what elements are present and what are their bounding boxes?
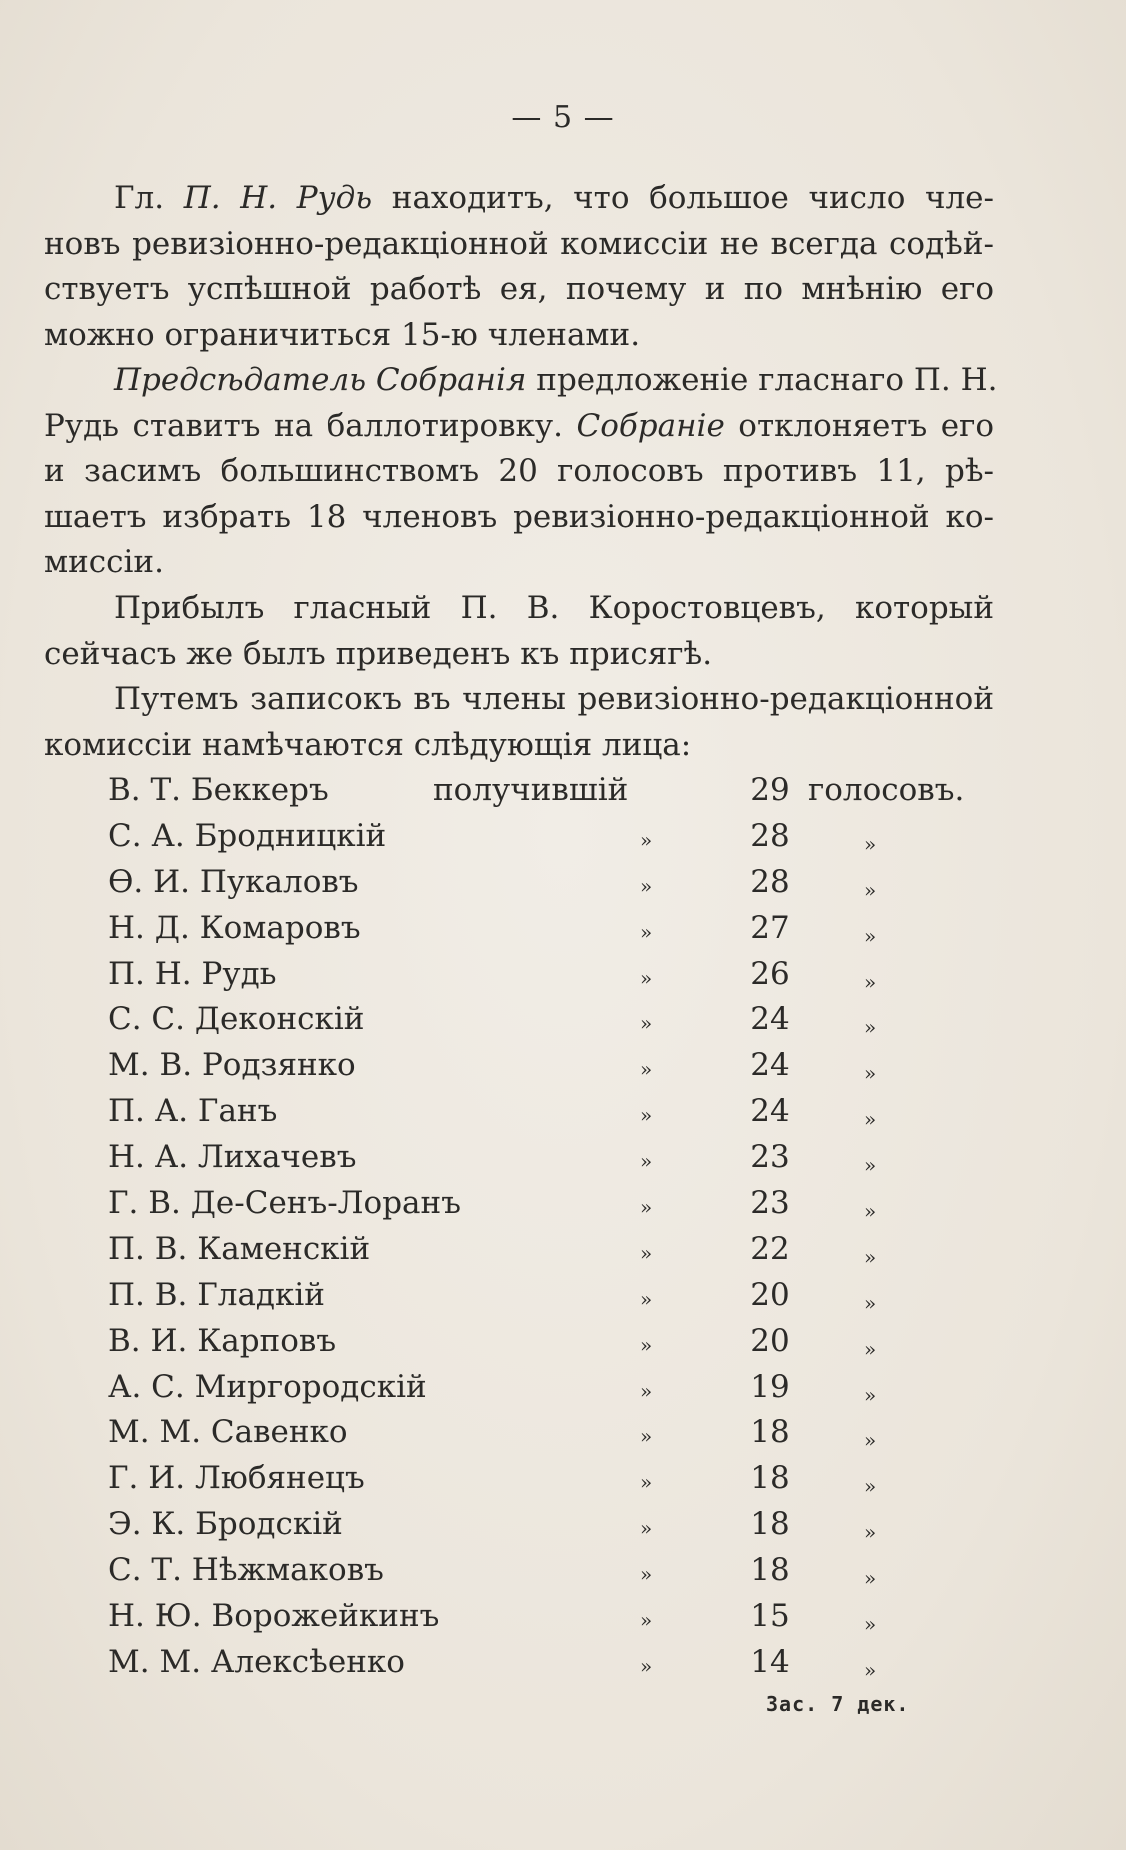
- ditto-mark: »: [640, 965, 653, 990]
- candidate-name: В. И. Карповъ: [108, 1322, 337, 1359]
- vote-count: 18: [750, 1552, 790, 1589]
- speaker-name: П. Н. Рудь: [183, 180, 373, 216]
- text-line: Путемъ записокъ въ члены ревизіонно-редакціонной: [114, 681, 994, 717]
- candidate-name: С. Т. Нѣжмаковъ: [108, 1552, 384, 1589]
- candidate-name: Ѳ. И. Пукаловъ: [108, 863, 359, 900]
- text-line: Прибылъ гласный П. В. Коростовцевъ, который: [114, 590, 994, 626]
- candidate-name: П. В. Каменскій: [108, 1230, 371, 1267]
- text-line: Гл. П. Н. Рудь находитъ, что большое число чле-: [114, 180, 994, 216]
- paragraph-1: [44, 176, 994, 358]
- candidate-name: Н. Ю. Ворожейкинъ: [108, 1598, 440, 1635]
- text-line: ствуетъ успѣшной работѣ ея, почему и по мнѣнію его: [44, 271, 994, 307]
- ditto-mark: »: [640, 1195, 653, 1220]
- list-item: [108, 1365, 978, 1411]
- candidate-name: С. С. Деконскій: [108, 1001, 365, 1038]
- assembly-word: Собраніе: [576, 407, 725, 444]
- text-line: шаетъ избрать 18 членовъ ревизіонно-редакціонной ко-: [44, 498, 994, 535]
- candidate-name: А. С. Миргородскій: [108, 1368, 427, 1405]
- ditto-mark: »: [640, 1608, 653, 1633]
- vote-count: 28: [750, 817, 790, 854]
- list-item: [108, 1456, 978, 1502]
- candidate-vote-list: [108, 768, 978, 1686]
- vote-count: 18: [750, 1460, 790, 1497]
- vote-count: 14: [750, 1643, 790, 1680]
- vote-count: 28: [750, 863, 790, 900]
- ditto-mark: »: [864, 831, 877, 856]
- ditto-mark: »: [864, 1382, 877, 1407]
- list-item: [108, 906, 978, 952]
- candidate-name: Н. Д. Комаровъ: [108, 909, 361, 946]
- vote-count: 29: [750, 772, 790, 808]
- candidate-name: П. В. Гладкій: [108, 1276, 325, 1313]
- list-item: [108, 1548, 978, 1594]
- vote-count: 24: [750, 1047, 790, 1084]
- ditto-mark: »: [640, 1516, 653, 1541]
- paragraph-4: [44, 677, 994, 768]
- ditto-mark: »: [864, 1244, 877, 1269]
- list-item: [108, 768, 978, 814]
- ditto-mark: »: [640, 1240, 653, 1265]
- received-word: получившій: [433, 772, 629, 808]
- ditto-mark: »: [640, 827, 653, 852]
- vote-count: 18: [750, 1506, 790, 1543]
- text-line: и засимъ большинствомъ 20 голосовъ противъ 11, рѣ-: [44, 453, 994, 489]
- vote-count: 27: [750, 909, 790, 946]
- candidate-name: П. А. Ганъ: [108, 1093, 278, 1130]
- list-item: [108, 860, 978, 906]
- list-item: [108, 1181, 978, 1227]
- list-item: [108, 1594, 978, 1640]
- ditto-mark: »: [864, 1474, 877, 1499]
- ditto-mark: »: [640, 919, 653, 944]
- text-line: миссіи.: [44, 544, 164, 580]
- text-line: сейчасъ же былъ приведенъ къ присягѣ.: [44, 635, 713, 672]
- text-line: комиссіи намѣчаются слѣдующія лица:: [44, 726, 692, 763]
- candidate-name: М. М. Савенко: [108, 1414, 348, 1451]
- ditto-mark: »: [864, 1520, 877, 1545]
- list-item: [108, 997, 978, 1043]
- candidate-name: В. Т. Беккеръ: [108, 772, 329, 808]
- vote-count: 23: [750, 1139, 790, 1176]
- ditto-mark: »: [640, 1286, 653, 1311]
- chairman-title: Предсѣдатель Собранія: [114, 362, 527, 398]
- ditto-mark: »: [864, 969, 877, 994]
- ditto-mark: »: [864, 1657, 877, 1682]
- ditto-mark: »: [864, 1199, 877, 1224]
- candidate-name: Э. К. Бродскій: [108, 1506, 343, 1543]
- ditto-mark: »: [864, 1015, 877, 1040]
- vote-count: 24: [750, 1093, 790, 1130]
- list-item: [108, 1273, 978, 1319]
- vote-count: 26: [750, 955, 790, 992]
- ditto-mark: »: [640, 1011, 653, 1036]
- ditto-mark: »: [864, 1153, 877, 1178]
- ditto-mark: »: [864, 1290, 877, 1315]
- ditto-mark: »: [640, 1378, 653, 1403]
- page-number: — 5 —: [511, 100, 615, 135]
- ditto-mark: »: [864, 1107, 877, 1132]
- list-item: [108, 1043, 978, 1089]
- paragraph-3: [44, 586, 994, 677]
- footer-signature: Зас. 7 дек.: [766, 1692, 910, 1716]
- text-line: можно ограничиться 15-ю членами.: [44, 316, 641, 353]
- vote-count: 20: [750, 1276, 790, 1313]
- ditto-mark: »: [640, 1103, 653, 1128]
- ditto-mark: »: [640, 1332, 653, 1357]
- list-item: [108, 1319, 978, 1365]
- votes-word: голосовъ.: [808, 772, 965, 808]
- candidate-name: М. В. Родзянко: [108, 1047, 356, 1084]
- ditto-mark: »: [640, 1424, 653, 1449]
- list-item: [108, 1502, 978, 1548]
- list-item: [108, 952, 978, 998]
- list-item: [108, 1640, 978, 1686]
- vote-count: 22: [750, 1230, 790, 1267]
- candidate-name: Г. В. Де-Сенъ-Лоранъ: [108, 1185, 461, 1222]
- list-item: [108, 1410, 978, 1456]
- ditto-mark: »: [640, 1653, 653, 1678]
- text-line: Рудь ставитъ на баллотировку. Собраніе отклоняетъ его: [44, 407, 994, 444]
- ditto-mark: »: [640, 1057, 653, 1082]
- paragraph-2: [44, 358, 998, 586]
- ditto-mark: »: [864, 1566, 877, 1591]
- text-line: Предсѣдатель Собранія предложеніе гласнаго П. Н.: [114, 362, 998, 398]
- list-item: [108, 814, 978, 860]
- ditto-mark: »: [864, 923, 877, 948]
- candidate-name: М. М. Алексѣенко: [108, 1643, 405, 1680]
- ditto-mark: »: [864, 877, 877, 902]
- vote-count: 23: [750, 1185, 790, 1222]
- ditto-mark: »: [640, 1470, 653, 1495]
- list-item: [108, 1089, 978, 1135]
- candidate-name: Г. И. Любянецъ: [108, 1460, 365, 1497]
- vote-count: 19: [750, 1368, 790, 1405]
- ditto-mark: »: [864, 1061, 877, 1086]
- ditto-mark: »: [640, 1149, 653, 1174]
- vote-count: 24: [750, 1001, 790, 1038]
- ditto-mark: »: [864, 1612, 877, 1637]
- ditto-mark: »: [864, 1336, 877, 1361]
- candidate-name: Н. А. Лихачевъ: [108, 1139, 357, 1176]
- ditto-mark: »: [640, 873, 653, 898]
- ditto-mark: »: [640, 1562, 653, 1587]
- vote-count: 18: [750, 1414, 790, 1451]
- vote-count: 15: [750, 1598, 790, 1635]
- vote-count: 20: [750, 1322, 790, 1359]
- text-line: новъ ревизіонно-редакціонной комиссіи не всегда содѣй-: [44, 225, 994, 262]
- candidate-name: С. А. Бродницкій: [108, 817, 387, 854]
- list-item: [108, 1227, 978, 1273]
- candidate-name: П. Н. Рудь: [108, 955, 277, 992]
- ditto-mark: »: [864, 1428, 877, 1453]
- list-item: [108, 1135, 978, 1181]
